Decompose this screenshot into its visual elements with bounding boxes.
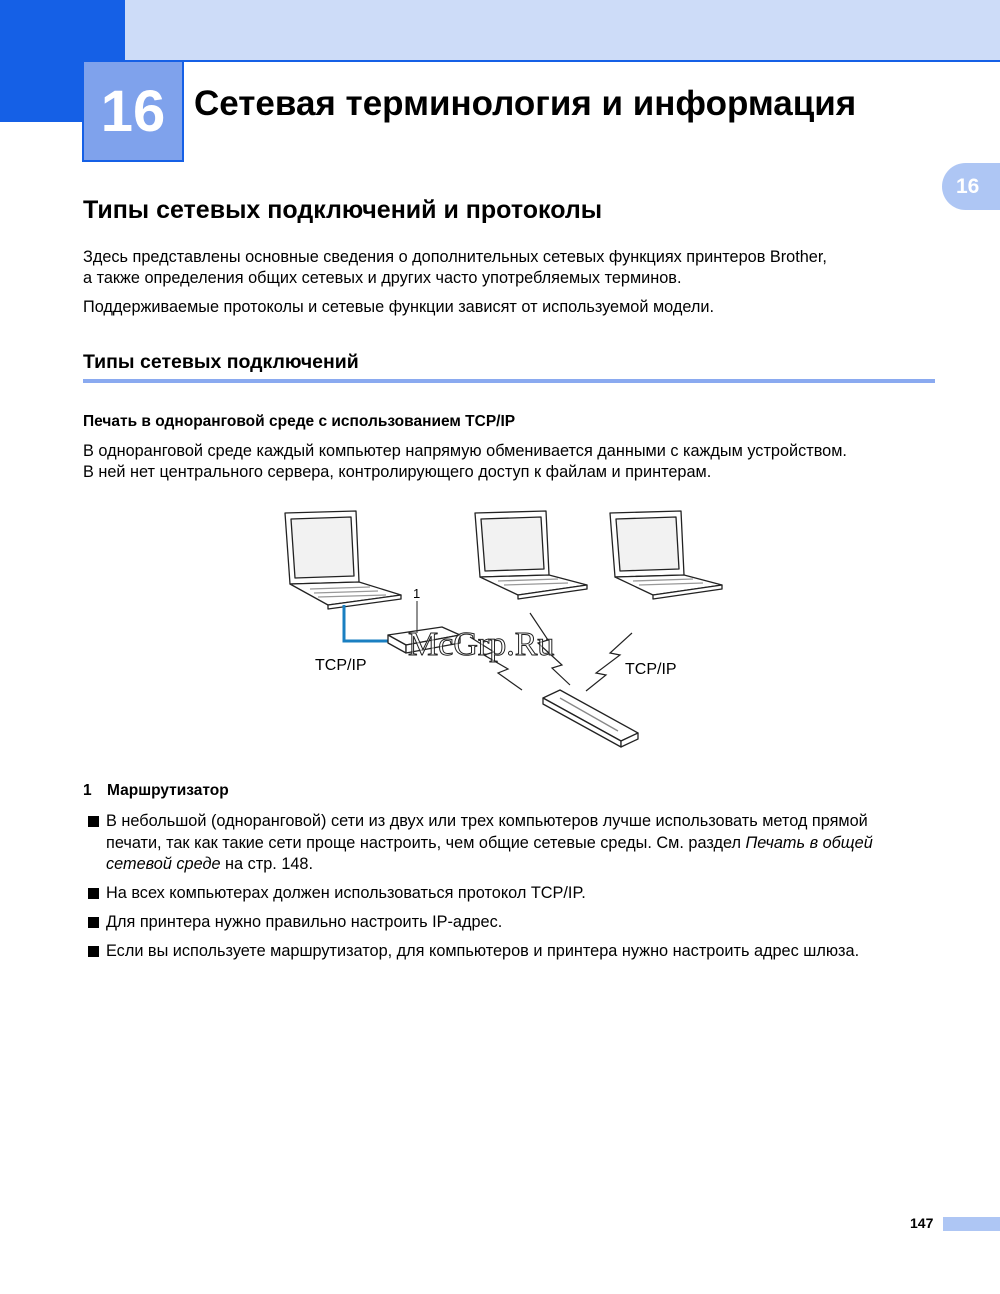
cross-reference-link[interactable]: Печать в общей <box>745 833 873 852</box>
callout-legend <box>83 782 229 800</box>
section-title: Типы сетевых подключений и протоколы <box>83 196 603 224</box>
intro-line-1: Здесь представлены основные сведения о дополнительных сетевых функциях принтеров Brother, <box>83 248 827 266</box>
tcp-ip-label-left: TCP/IP <box>315 657 367 674</box>
mobile-printer-icon <box>543 690 638 747</box>
laptop-middle-icon <box>475 511 587 599</box>
callout-legend-text: Маршрутизатор <box>107 782 229 799</box>
bullet-square-icon <box>88 816 99 827</box>
subsection-rule <box>83 379 935 383</box>
chapter-number: 16 <box>82 60 184 162</box>
laptop-left-icon <box>285 511 401 609</box>
chapter-title: Сетевая терминология и информация <box>194 84 857 123</box>
bullet-text-line <box>106 833 873 855</box>
intro-line-2: а также определения общих сетевых и других часто употребляемых терминов. <box>83 269 682 287</box>
page-number: 147 <box>910 1215 934 1231</box>
bullet-text-line: В небольшой (одноранговой) сети из двух или трех компьютеров лучше использовать метод прямой <box>106 812 868 830</box>
bullet-text-line: Для принтера нужно правильно настроить IP-адрес. <box>106 913 503 931</box>
callout-number: 1 <box>413 586 421 601</box>
header-band <box>0 0 1000 60</box>
ethernet-cable <box>344 605 388 641</box>
tcp-ip-label-right: TCP/IP <box>625 661 677 678</box>
bullet-text-span: печати, так как такие сети проще настроить, чем общие сетевые среды. См. раздел <box>106 833 746 852</box>
model-note: Поддерживаемые протоколы и сетевые функции зависят от используемой модели. <box>83 298 714 316</box>
peer-to-peer-heading: Печать в одноранговой среде с использованием TCP/IP <box>83 413 516 430</box>
bullet-text-line: Если вы используете маршрутизатор, для компьютеров и принтера нужно настроить адрес шлюза. <box>106 942 860 960</box>
bullet-text-line <box>106 854 313 876</box>
page-footer-bar <box>943 1217 1000 1231</box>
bullet-square-icon <box>88 888 99 899</box>
peer-body-line-2: В ней нет центрального сервера, контролирующего доступ к файлам и принтерам. <box>83 463 712 481</box>
peer-body-line-1: В одноранговой среде каждый компьютер напрямую обменивается данными с каждым устройством. <box>83 442 847 460</box>
chapter-side-tab[interactable]: 16 <box>942 163 1000 210</box>
cross-reference-link[interactable]: сетевой среде <box>106 855 221 873</box>
subsection-title: Типы сетевых подключений <box>83 351 359 373</box>
laptop-right-icon <box>610 511 722 599</box>
watermark-text: McGrp.Ru <box>408 626 555 663</box>
header-rule <box>125 60 1000 62</box>
bullet-square-icon <box>88 917 99 928</box>
bullet-text-line: На всех компьютерах должен использоваться протокол TCP/IP. <box>106 884 586 902</box>
callout-legend-number: 1 <box>83 782 92 799</box>
bullet-square-icon <box>88 946 99 957</box>
bullet-text-span: на стр. 148. <box>220 855 314 873</box>
